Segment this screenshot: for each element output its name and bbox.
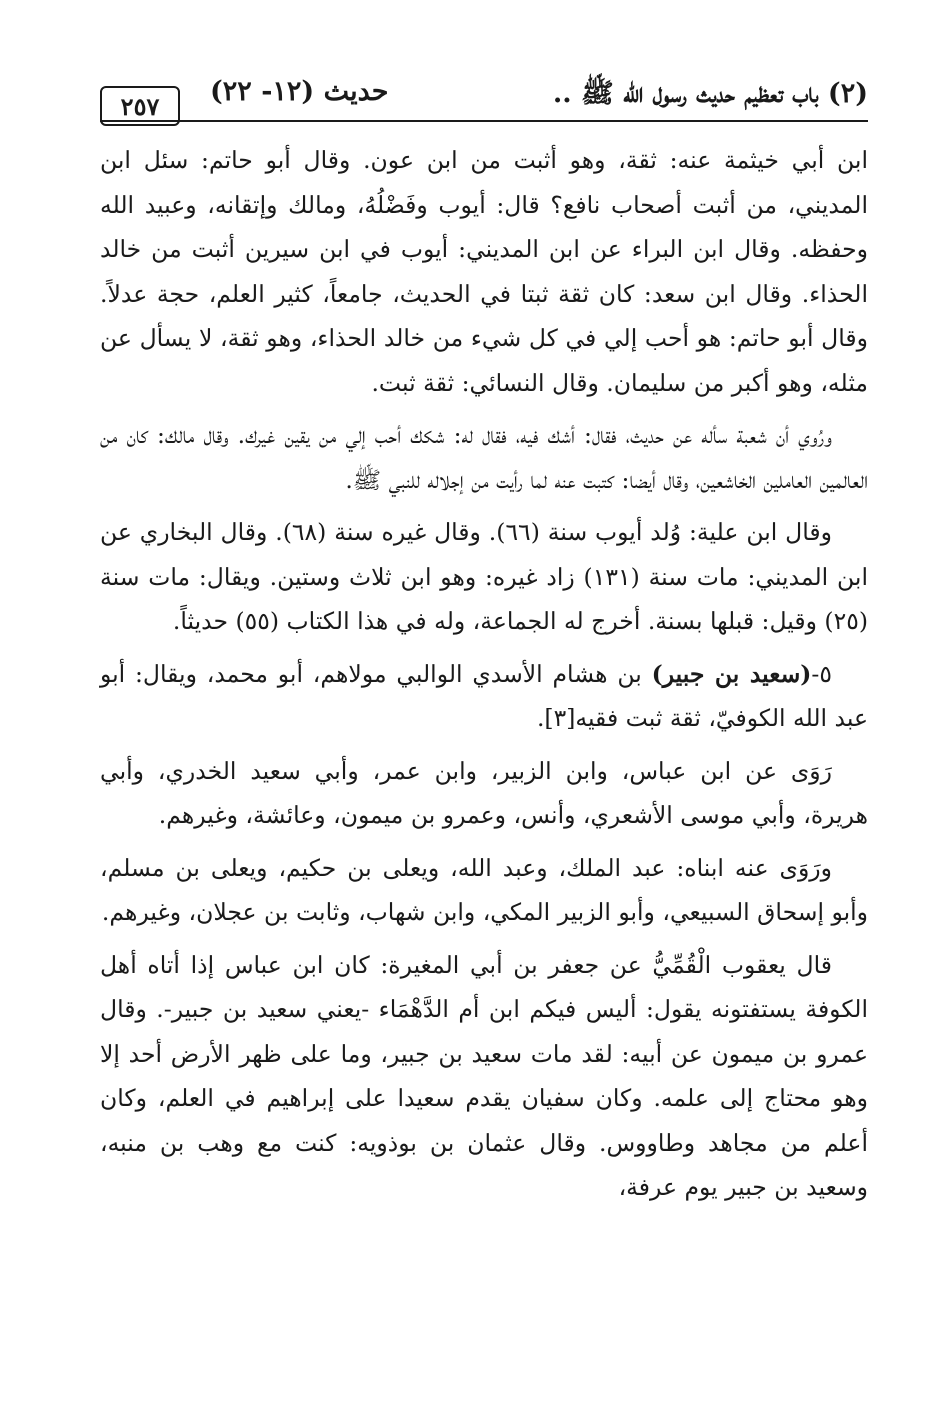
paragraph: وقال ابن علية: وُلد أيوب سنة (٦٦). وقال غيره سنة (٦٨). وقال البخاري عن ابن المديني: مات سنة (١٣١) زاد غيره: وهو ابن ثلاث وستين. ويقال: مات سنة (٢٥) وقيل: قبلها بسنة. أخرج له الجماعة، وله في هذا الكتاب (٥٥) حديثاً. xyxy=(100,518,868,635)
narrator-name: (سعيد بن جبير) xyxy=(651,659,812,688)
chapter-title: (٢) باب تعظيم حديث رسول الله ﷺ .. xyxy=(552,78,868,109)
page-number: ٢٥٧ xyxy=(100,86,180,126)
body-text xyxy=(100,138,868,1218)
header-divider xyxy=(100,120,868,122)
running-header xyxy=(100,62,868,124)
entry-number: ٥- xyxy=(811,659,832,688)
hadith-range: حديث (١٢- ٢٢) xyxy=(210,76,389,107)
paragraph: ورَوَى عنه ابناه: عبد الملك، وعبد الله، ويعلى بن حكيم، ويعلى بن مسلم، وأبو إسحاق السبيعي، وأبو الزبير المكي، وابن شهاب، وثابت بن عجلان، وغيرهم. xyxy=(100,853,868,926)
paragraph: قال يعقوب الْقُمِّيُّ عن جعفر بن أبي المغيرة: كان ابن عباس إذا أتاه أهل الكوفة يستفتونه يقول: أليس فيكم ابن أم الدَّهْمَاء -يعني سعيد بن جبير-. وقال عمرو بن ميمون عن أبيه: لقد مات سعيد بن جبير، وما على ظهر الأرض أحد إلا وهو محتاج إلى علمه. وكان سفيان يقدم سعيدا على إبراهيم في العلم، وكان أعلم من مجاهد وطاووس. وقال عثمان بن بوذويه: كنت مع وهب بن منبه، وسعيد بن جبير يوم عرفة، xyxy=(100,950,868,1201)
narrator-entry xyxy=(100,652,868,741)
paragraph: رَوَى عن ابن عباس، وابن الزبير، وابن عمر، وأبي سعيد الخدري، وأبي هريرة، وأبي موسى الأشعري، وأنس، وعمرو بن ميمون، وعائشة، وغيرهم. xyxy=(100,756,868,829)
narrator-description: بن هشام الأسدي الوالبي مولاهم، أبو محمد، ويقال: أبو عبد الله الكوفيّ، ثقة ثبت فقيه[٣]. xyxy=(100,659,868,732)
paragraph: ابن أبي خيثمة عنه: ثقة، وهو أثبت من ابن عون. وقال أبو حاتم: سئل ابن المديني، من أثبت أصحاب نافع؟ قال: أيوب وفَضْلُهُ، ومالك وإتقانه، وعبيد الله وحفظه. وقال ابن البراء عن ابن المديني: أيوب في ابن سيرين أثبت من خالد الحذاء. وقال ابن سعد: كان ثقة ثبتا في الحديث، جامعاً، كثير العلم، حجة عدلاً. وقال أبو حاتم: هو أحب إلي في كل شيء من خالد الحذاء، وهو ثقة، لا يسأل عن مثله، وهو أكبر من سليمان. وقال النسائي: ثقة ثبت. xyxy=(100,146,868,397)
paragraph: ورُوي أن شعبة سأله عن حديث، فقال: أشك فيه، فقال له: شكك أحب إلي من يقين غيرك. وقال مالك: كان من العالمين العاملين الخاشعين، وقال أيضا: كتبت عنه لما رأيت من إجلاله للنبي ﷺ. xyxy=(100,421,868,494)
